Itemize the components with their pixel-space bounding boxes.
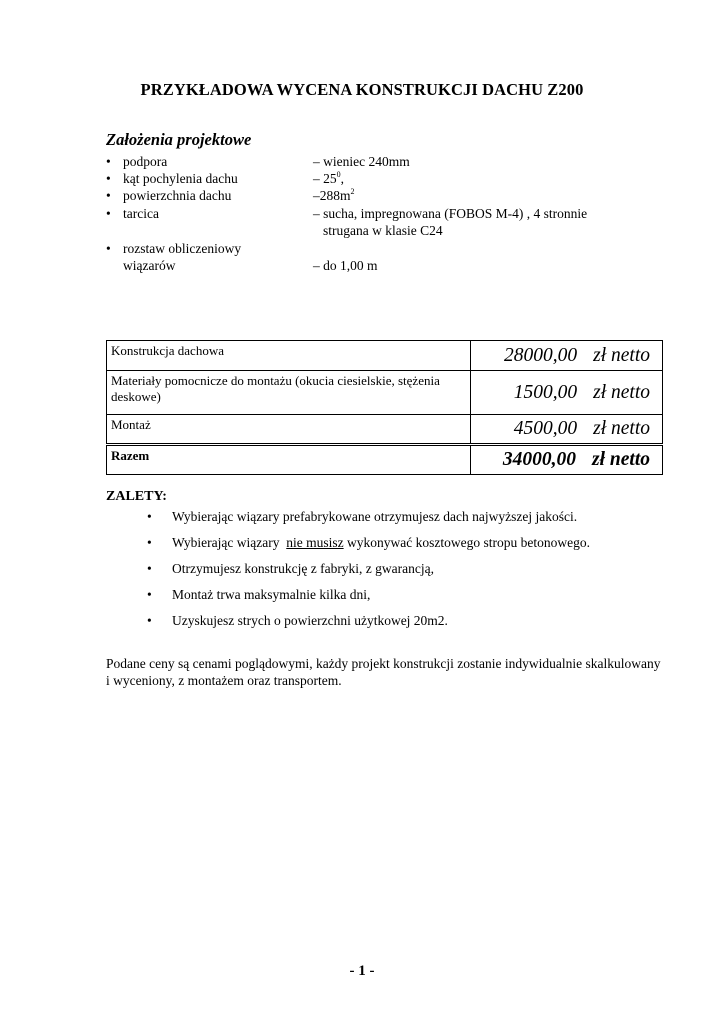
advantage-text: Montaż trwa maksymalnie kilka dni,	[172, 587, 371, 602]
bullet-icon: •	[106, 154, 111, 169]
assumption-label	[123, 240, 323, 274]
total-amount: 34000,00	[502, 449, 577, 470]
assumption-value	[313, 187, 643, 204]
cost-amount-cell	[471, 415, 663, 445]
assumption-value	[313, 205, 643, 239]
assumptions-heading: Założenia projektowe	[106, 130, 252, 149]
value-text: –288m	[313, 188, 351, 203]
value-line: – sucha, impregnowana (FOBOS M-4) , 4 stronnie	[313, 206, 588, 221]
advantages-heading: ZALETY:	[106, 489, 167, 504]
bullet-icon: •	[147, 613, 152, 628]
total-amount-cell	[471, 445, 663, 475]
bullet-icon: •	[106, 206, 111, 221]
advantage-text: Uzyskujesz strych o powierzchni użytkowej 20m2.	[172, 613, 448, 628]
table-row	[107, 371, 663, 415]
bullet-icon: •	[147, 587, 152, 602]
cost-table	[106, 340, 663, 475]
advantage-emphasis: nie musisz	[286, 535, 344, 550]
advantage-text	[172, 534, 590, 551]
assumption-value: – wieniec 240mm	[313, 154, 410, 169]
table-row	[107, 341, 663, 371]
document-title: PRZYKŁADOWA WYCENA KONSTRUKCJI DACHU Z200	[140, 80, 584, 99]
bullet-icon: •	[147, 535, 152, 550]
pricing-note: Podane ceny są cenami poglądowymi, każdy projekt konstrukcji zostanie indywidualnie skalkulowany i wyceniony, z montażem oraz transportem.	[106, 656, 661, 688]
value-text: – 25	[313, 171, 337, 186]
label-line: wiązarów	[123, 258, 176, 273]
assumption-label: powierzchnia dachu	[123, 188, 232, 203]
value-superscript: 0	[336, 170, 341, 179]
cost-currency: zł netto	[593, 344, 650, 366]
cost-description: Konstrukcja dachowa	[107, 341, 471, 371]
cost-currency: zł netto	[593, 418, 650, 439]
bullet-icon: •	[147, 561, 152, 576]
page-number: - 1 -	[349, 963, 375, 979]
cost-currency: zł netto	[593, 381, 650, 403]
label-line: rozstaw obliczeniowy	[123, 241, 242, 256]
assumption-label: tarcica	[123, 206, 159, 221]
advantage-text: Otrzymujesz konstrukcję z fabryki, z gwarancją,	[172, 561, 435, 576]
cost-amount: 28000,00	[504, 344, 578, 366]
table-row	[107, 415, 663, 445]
bullet-icon: •	[106, 188, 111, 203]
cost-description: Materiały pomocnicze do montażu (okucia ciesielskie, stężenia deskowe)	[107, 371, 471, 415]
total-label: Razem	[107, 445, 471, 475]
value-line: strugana w klasie C24	[323, 223, 443, 238]
bullet-icon: •	[106, 241, 111, 256]
value-suffix: ,	[340, 171, 344, 186]
advantage-text-part: Wybierając wiązary	[172, 535, 287, 550]
advantage-text: Wybierając wiązary prefabrykowane otrzymujesz dach najwyższej jakości.	[172, 509, 578, 524]
cost-amount-cell	[471, 341, 663, 371]
cost-amount-cell	[471, 371, 663, 415]
total-row	[107, 445, 663, 475]
cost-amount: 4500,00	[513, 418, 578, 439]
cost-description: Montaż	[107, 415, 471, 445]
advantage-text-part: wykonywać kosztowego stropu betonowego.	[343, 535, 590, 550]
assumption-value	[313, 170, 643, 187]
cost-amount: 1500,00	[513, 381, 578, 403]
assumption-value: – do 1,00 m	[313, 258, 378, 273]
total-currency: zł netto	[592, 449, 650, 470]
assumption-label: podpora	[123, 154, 168, 169]
assumption-label: kąt pochylenia dachu	[123, 171, 238, 186]
value-superscript: 2	[350, 187, 355, 196]
bullet-icon: •	[106, 171, 111, 186]
bullet-icon: •	[147, 509, 152, 524]
